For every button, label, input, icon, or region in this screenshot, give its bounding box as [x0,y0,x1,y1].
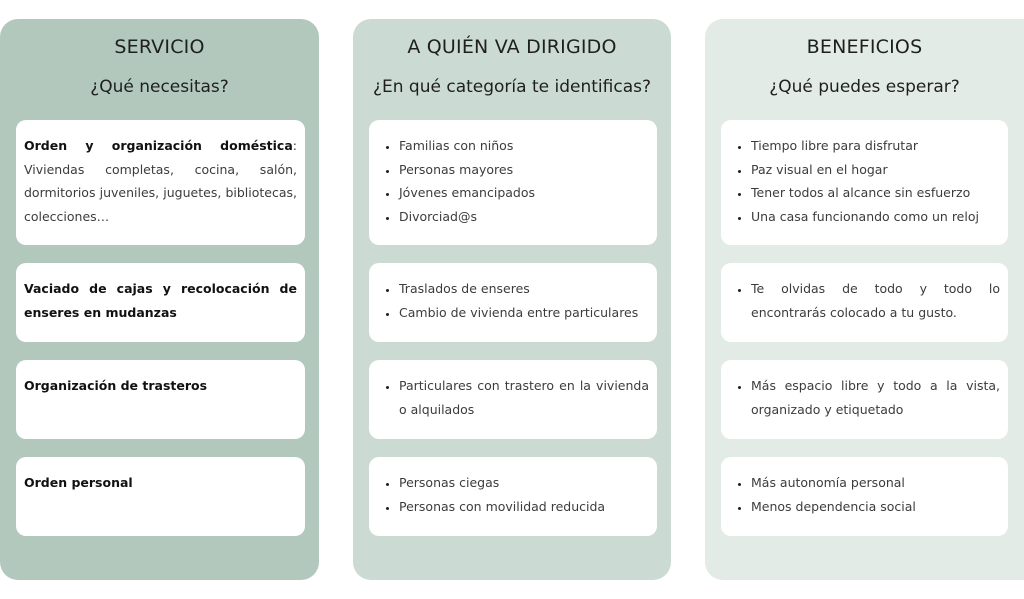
service-card-storage-title: Organización de trasteros [24,378,208,393]
list-item: • Más espacio libre y todo a la vista, organizado y etiquetado [751,374,1000,421]
benefits-list-1 [729,134,1000,228]
benefits-list-4 [729,471,1000,518]
benefits-title: BENEFICIOS [806,36,923,58]
target-card-3 [369,360,657,439]
list-item: • Particulares con trastero en la vivienda o alquilados [399,374,649,421]
benefits-column [705,19,1024,580]
benefits-list-3 [729,374,1000,421]
list-item: • Familias con niños [399,134,649,158]
list-item: • Menos dependencia social [751,495,1000,519]
service-card-personal [16,457,305,536]
benefits-subtitle: ¿Qué puedes esperar? [769,77,960,97]
service-card-storage [16,360,305,439]
target-subtitle: ¿En qué categoría te identificas? [372,77,651,97]
target-list-4 [377,471,649,518]
service-card-domestic [16,120,305,245]
benefits-card-1 [721,120,1008,245]
benefits-card-3 [721,360,1008,439]
list-item: • Personas ciegas [399,471,649,495]
list-item: • Cambio de vivienda entre particulares [399,301,649,325]
target-list-3 [377,374,649,421]
service-card-moving-title: Vaciado de cajas y recolocación de enseres en mudanzas [24,281,297,320]
list-item: • Divorciad@s [399,205,649,229]
list-item: • Jóvenes emancipados [399,181,649,205]
list-item: • Tener todos al alcance sin esfuerzo [751,181,1000,205]
target-card-4 [369,457,657,536]
list-item: • Personas mayores [399,158,649,182]
service-title: SERVICIO [114,36,205,58]
target-card-1 [369,120,657,245]
list-item: • Más autonomía personal [751,471,1000,495]
service-card-domestic-text: : Viviendas completas, cocina, salón, dormitorios juveniles, juguetes, bibliotecas, colecciones… [24,138,297,224]
target-title: A QUIÉN VA DIRIGIDO [407,36,617,58]
benefits-card-4 [721,457,1008,536]
list-item: • Una casa funcionando como un reloj [751,205,1000,229]
list-item: • Te olvidas de todo y todo lo encontrarás colocado a tu gusto. [751,277,1000,324]
benefits-list-2 [729,277,1000,324]
benefits-card-2 [721,263,1008,342]
list-item: • Paz visual en el hogar [751,158,1000,182]
list-item: • Traslados de enseres [399,277,649,301]
target-list-1 [377,134,649,228]
target-column [353,19,671,580]
service-card-personal-title: Orden personal [24,475,133,490]
service-column [0,19,319,580]
service-card-moving [16,263,305,342]
list-item: • Tiempo libre para disfrutar [751,134,1000,158]
service-card-domestic-title: Orden y organización doméstica [24,138,293,153]
target-card-2 [369,263,657,342]
list-item: • Personas con movilidad reducida [399,495,649,519]
service-subtitle: ¿Qué necesitas? [90,77,229,97]
target-list-2 [377,277,649,324]
